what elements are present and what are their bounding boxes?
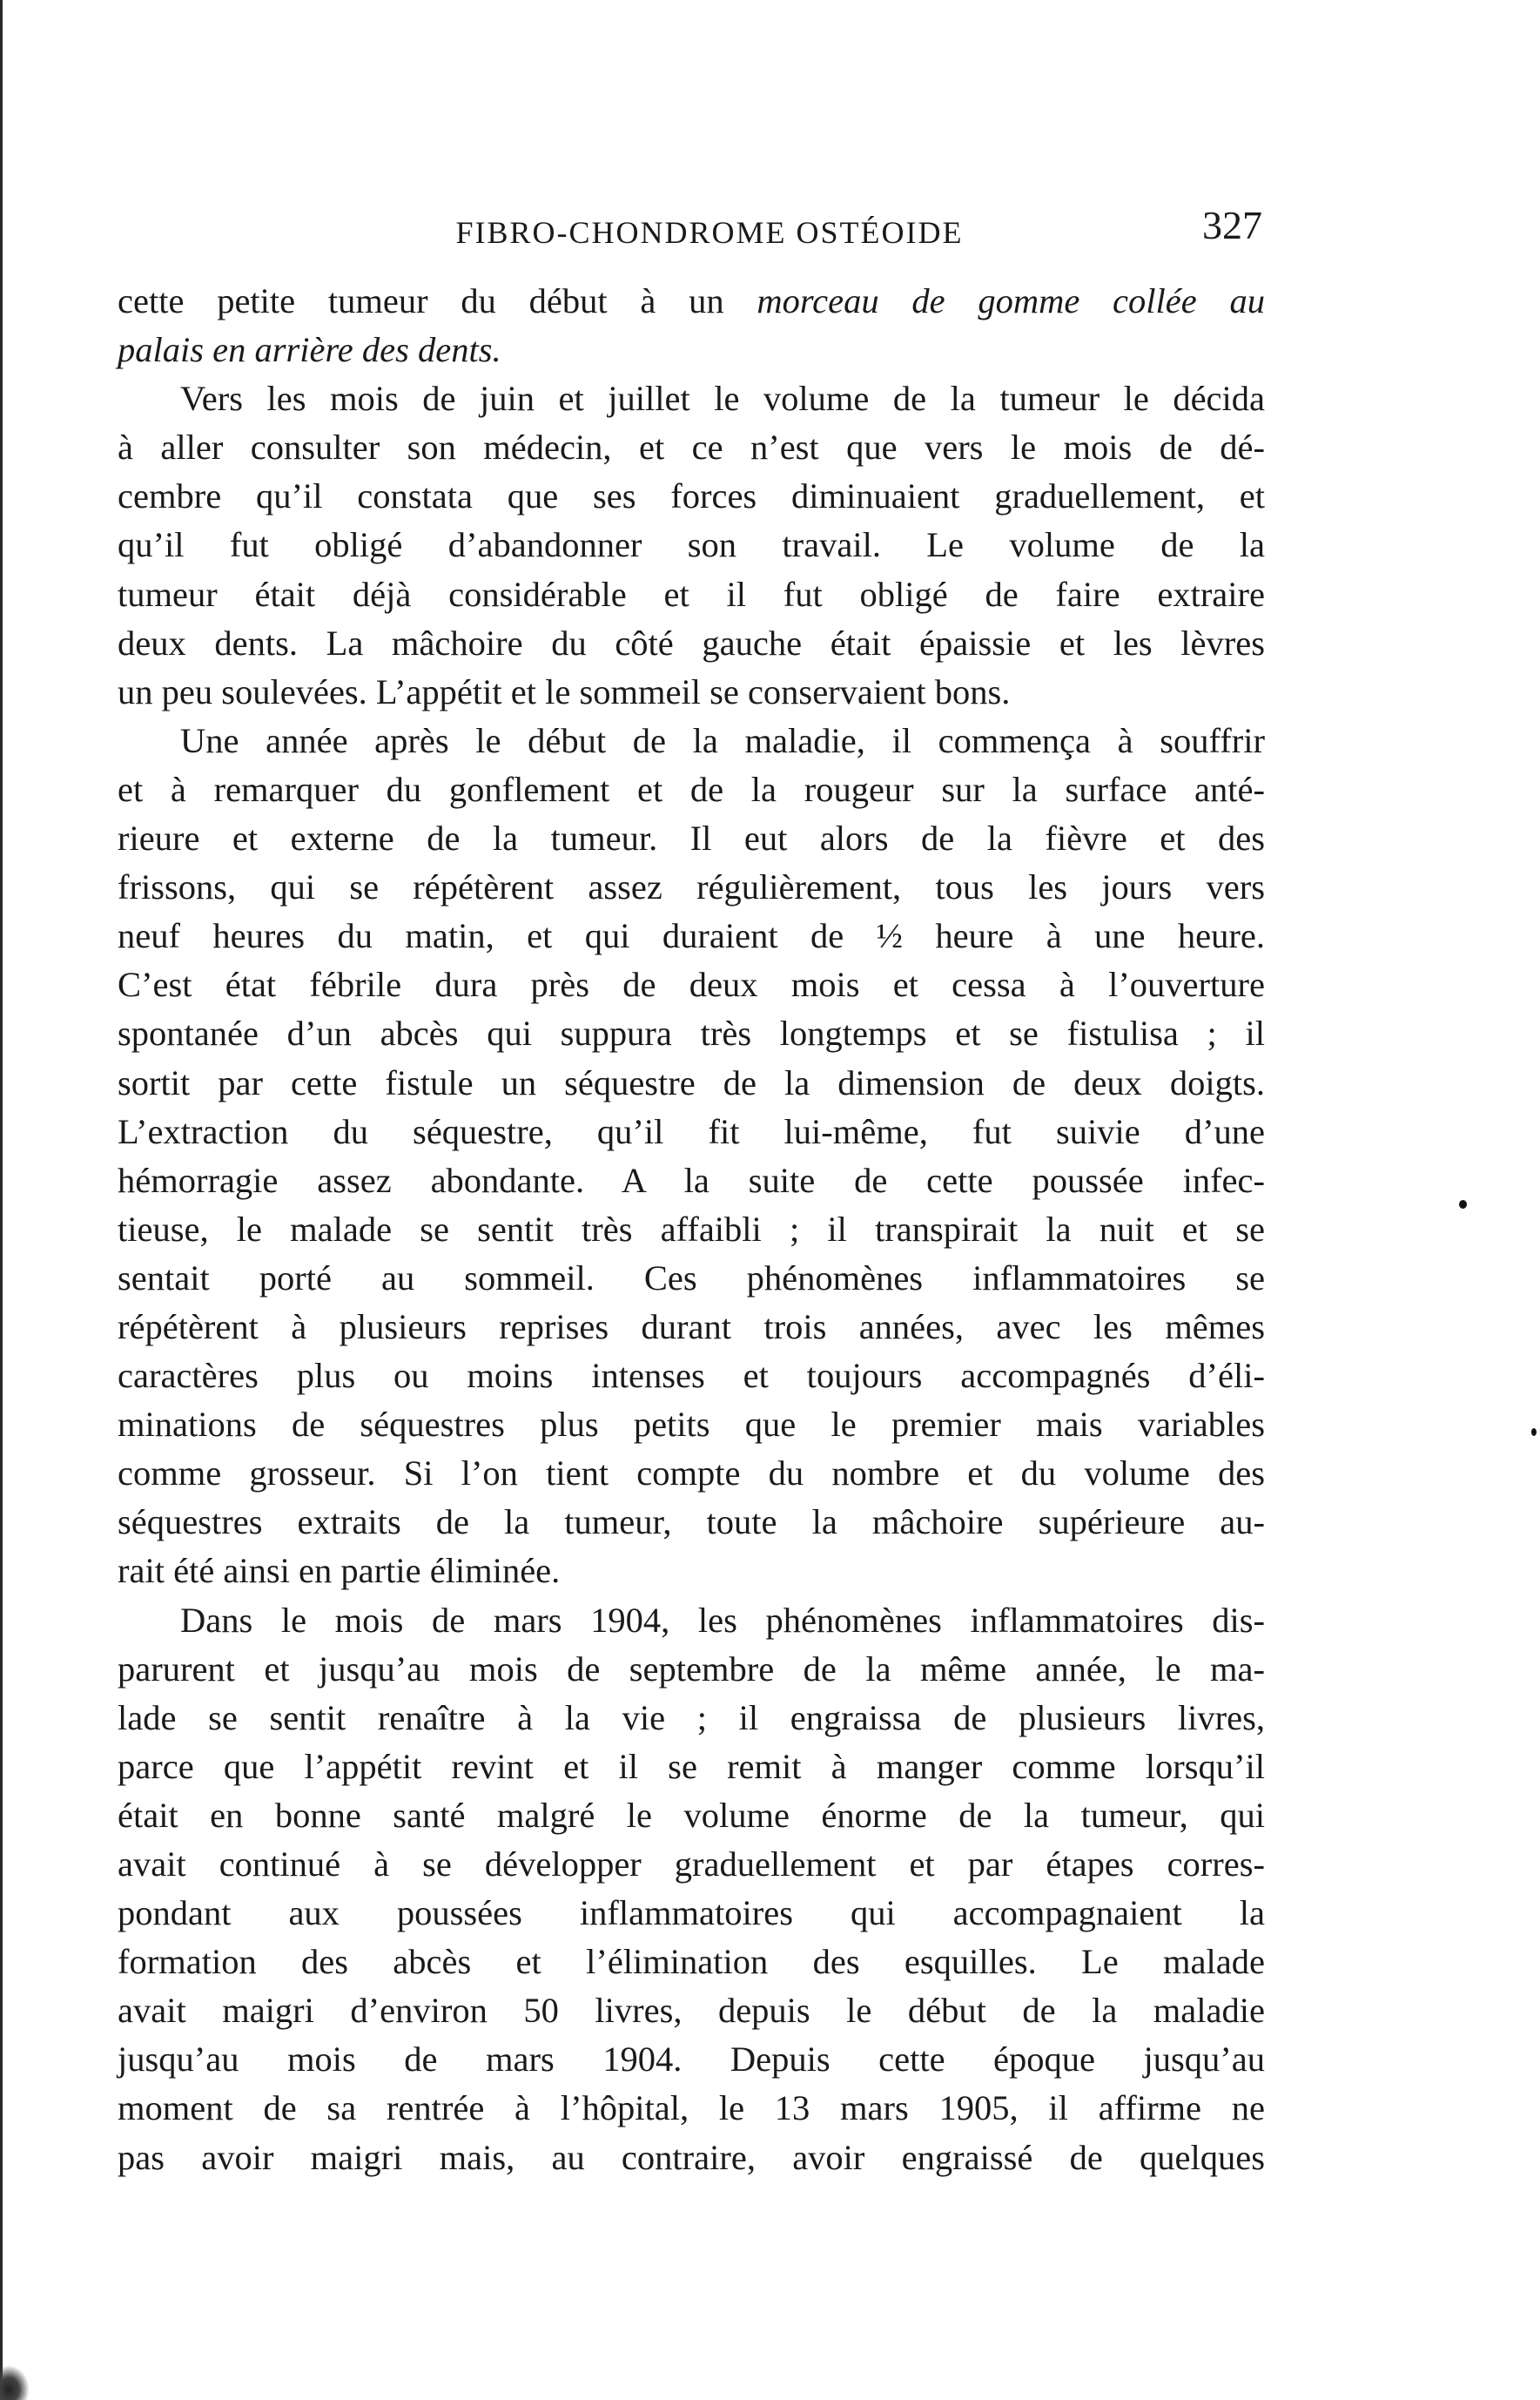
text-line: séquestres extraits de la tumeur, toute la mâchoire supérieure au- bbox=[118, 1502, 1265, 1542]
ink-spot bbox=[1459, 1200, 1467, 1209]
text-line: rieure et externe de la tumeur. Il eut alors de la fièvre et des bbox=[118, 819, 1265, 859]
text-line: rait été ainsi en partie éliminée. bbox=[118, 1551, 561, 1591]
text-line: tieuse, le malade se sentit très affaibli ; il transpirait la nuit et se bbox=[118, 1209, 1265, 1249]
scan-mark bbox=[0, 2365, 30, 2400]
paragraph bbox=[118, 277, 1265, 374]
paragraph bbox=[118, 1596, 1265, 2182]
text-line: frissons, qui se répétèrent assez régulièrement, tous les jours vers bbox=[118, 867, 1265, 907]
text-line: Une année après le début de la maladie, il commença à souffrir bbox=[180, 720, 1265, 760]
text-line: pas avoir maigri mais, au contraire, avoir engraissé de quelques bbox=[118, 2137, 1265, 2177]
body-text bbox=[118, 277, 1265, 2182]
text-line: moment de sa rentrée à l’hôpital, le 13 mars 1905, il affirme ne bbox=[118, 2088, 1265, 2128]
text-line: à aller consulter son médecin, et ce n’est que vers le mois de dé- bbox=[118, 428, 1265, 468]
running-head bbox=[157, 202, 1262, 263]
text-line: était en bonne santé malgré le volume énorme de la tumeur, qui bbox=[118, 1795, 1265, 1835]
text-line: comme grosseur. Si l’on tient compte du nombre et du volume des bbox=[118, 1453, 1265, 1493]
text-line: un peu soulevées. L’appétit et le sommeil se conservaient bons. bbox=[118, 671, 1011, 711]
text-line: formation des abcès et l’élimination des esquilles. Le malade bbox=[118, 1942, 1265, 1982]
page-number: 327 bbox=[1202, 203, 1262, 247]
running-title: FIBRO-CHONDROME OSTÉOIDE bbox=[455, 215, 964, 250]
text-line: minations de séquestres plus petits que le premier mais variables bbox=[118, 1405, 1265, 1445]
text-line: neuf heures du matin, et qui duraient de ½ heure à une heure. bbox=[118, 916, 1265, 956]
text-line: parce que l’appétit revint et il se remit à manger comme lorsqu’il bbox=[118, 1746, 1265, 1786]
text-line: palais en arrière des dents. bbox=[118, 330, 501, 370]
text-line: cette petite tumeur du début à un morceau de gomme collée au bbox=[118, 281, 1265, 320]
text-line: caractères plus ou moins intenses et toujours accompagnés d’éli- bbox=[118, 1356, 1265, 1396]
text-line: jusqu’au mois de mars 1904. Depuis cette époque jusqu’au bbox=[118, 2039, 1265, 2080]
paragraph bbox=[118, 717, 1265, 1596]
paragraph bbox=[118, 374, 1265, 717]
text-line: et à remarquer du gonflement et de la rougeur sur la surface anté- bbox=[118, 769, 1265, 809]
text-line: L’extraction du séquestre, qu’il fit lui-même, fut suivie d’une bbox=[118, 1111, 1265, 1151]
text-line: sentait porté au sommeil. Ces phénomènes inflammatoires se bbox=[118, 1257, 1265, 1298]
page-edge bbox=[0, 0, 3, 2400]
text-line: cembre qu’il constata que ses forces diminuaient graduellement, et bbox=[118, 476, 1265, 516]
text-line: C’est état fébrile dura près de deux mois et cessa à l’ouverture bbox=[118, 965, 1265, 1005]
text-line: spontanée d’un abcès qui suppura très longtemps et se fistulisa ; il bbox=[118, 1014, 1265, 1054]
text-line: pondant aux poussées inflammatoires qui accompagnaient la bbox=[118, 1893, 1265, 1933]
text-line: Dans le mois de mars 1904, les phénomènes inflammatoires dis- bbox=[180, 1600, 1265, 1640]
text-line: deux dents. La mâchoire du côté gauche était épaissie et les lèvres bbox=[118, 623, 1265, 663]
ink-spot bbox=[1531, 1428, 1537, 1436]
text-line: parurent et jusqu’au mois de septembre de la même année, le ma- bbox=[118, 1648, 1265, 1689]
text-line: sortit par cette fistule un séquestre de la dimension de deux doigts. bbox=[118, 1062, 1265, 1102]
text-line: avait continué à se développer graduellement et par étapes corres- bbox=[118, 1844, 1265, 1884]
text-line: qu’il fut obligé d’abandonner son travail. Le volume de la bbox=[118, 525, 1265, 565]
text-line: Vers les mois de juin et juillet le volume de la tumeur le décida bbox=[180, 379, 1265, 419]
text-line: répétèrent à plusieurs reprises durant trois années, avec les mêmes bbox=[118, 1306, 1265, 1346]
text-line: avait maigri d’environ 50 livres, depuis le début de la maladie bbox=[118, 1991, 1265, 2031]
text-line: tumeur était déjà considérable et il fut obligé de faire extraire bbox=[118, 574, 1265, 614]
text-line: lade se sentit renaître à la vie ; il engraissa de plusieurs livres, bbox=[118, 1697, 1265, 1737]
text-line: hémorragie assez abondante. A la suite de cette poussée infec- bbox=[118, 1160, 1265, 1200]
